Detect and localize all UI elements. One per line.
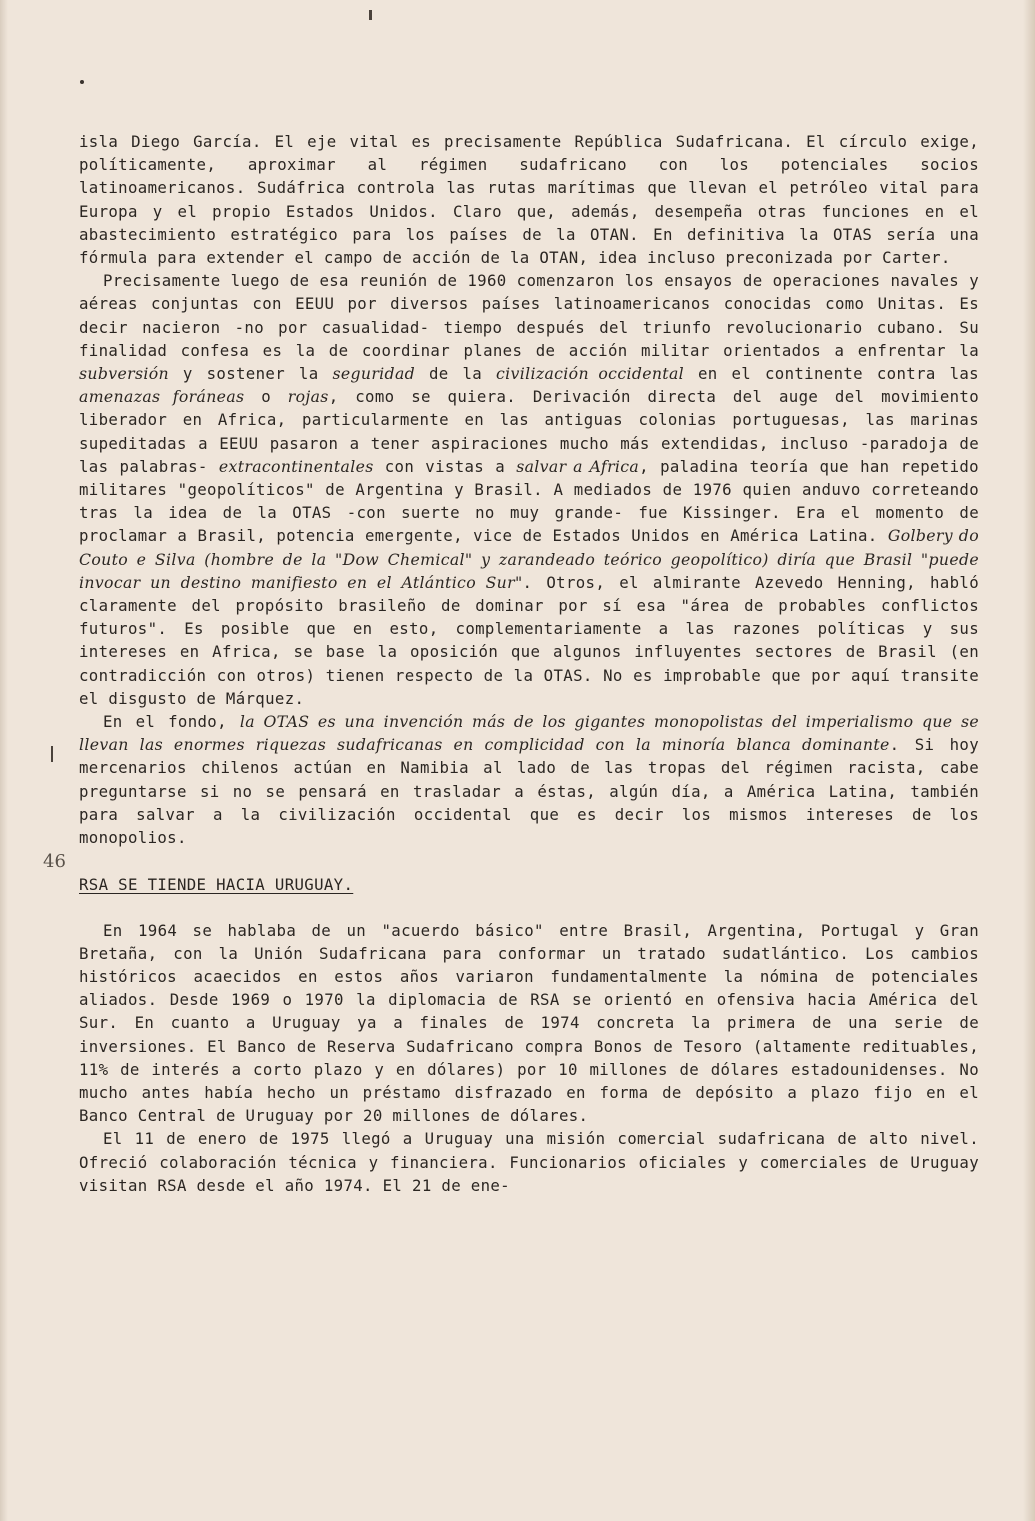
emphasis-subversion: subversión [79, 364, 169, 384]
emphasis-seguridad: seguridad [332, 364, 416, 384]
text-run: en el continente contra las [684, 364, 979, 384]
emphasis-golbery-quote: Golbery do Couto e Silva (hombre de la "Dow Chemical" y zarandeado teórico geopolítico) diría que Brasil "puede invocar un destino manifiesto en el Atlántico Sur" [79, 526, 979, 592]
text-run: En el fondo, [103, 712, 240, 732]
text-run: , paladina teoría que han repetido militares "geopolíticos" de Argentina y Brasil. A mediados de 1976 quien anduvo correteando tras la idea de la OTAS -con suerte no muy grande- fue Kissinger. Era el momento de proclamar a Brasil, potencia emergente, vice de Estados Unidos en América Latina. [79, 456, 979, 546]
paragraph-4: En 1964 se hablaba de un "acuerdo básico" entre Brasil, Argentina, Portugal y Gran Bretaña, con la Unión Sudafricana para conformar un tratado sudatlántico. Los cambios históricos acaecidos en estos años variaron fundamentalmente la nómina de potenciales aliados. Desde 1969 o 1970 la diplomacia de RSA se orientó en ofensiva hacia América del Sur. En cuanto a Uruguay ya a finales de 1974 concreta la primera de una serie de inversiones. El Banco de Reserva Sudafricano compra Bonos de Tesoro (altamente redituables, 11% de interés a corto plazo y en dólares) por 10 millones de dólares estadounidenses. No mucho antes había hecho un préstamo disfrazado en forma de depósito a plazo fijo en el Banco Central de Uruguay por 20 millones de dólares. [79, 920, 979, 1126]
paragraph-1: isla Diego García. El eje vital es precisamente República Sudafricana. El círculo exige, políticamente, aproximar al régimen sudafricano con los potenciales socios latinoamericanos. Sudáfrica controla las rutas marítimas que llevan el petróleo vital para Europa y el propio Estados Unidos. Claro que, además, desempeña otras funciones en el abastecimiento estratégico para los países de la OTAN. En definitiva la OTAS sería una fórmula para extender el campo de acción de la OTAN, idea incluso preconizada por Carter. [79, 132, 979, 268]
page-number: 46 [43, 851, 66, 872]
text-run: o [244, 387, 288, 407]
text-run: . Otros, el almirante Azevedo Henning, habló claramente del propósito brasileño de dominar por sí esa "área de probables conflictos futuros". Es posible que en esto, complementariamente a las razones políticas y sus intereses en Africa, se base la oposición que algunos influyentes sectores de Brasil (en contradicción con otros) tienen respecto de la OTAS. No es improbable que por aquí transite el disgusto de Márquez. [79, 572, 979, 708]
emphasis-otas-invencion: la OTAS es una invención más de los gigantes monopolistas del imperialismo que se llevan las enormes riquezas sudafricanas en complicidad con la minoría blanca dominante [79, 712, 979, 755]
emphasis-civilizacion: civilización occidental [496, 364, 685, 384]
ink-speck [80, 80, 84, 84]
emphasis-amenazas: amenazas foráneas [79, 387, 245, 407]
text-run: . Si hoy mercenarios chilenos actúan en Namibia al lado de las tropas del régimen racista, cabe preguntarse si no se pensará en trasladar a éstas, algún día, a América Latina, también para salvar a la civilización occidental que es decir los mismos intereses de los monopolios. [79, 735, 979, 848]
text-run: y sostener la [168, 364, 333, 384]
ink-mark [369, 10, 372, 20]
section-heading: RSA SE TIENDE HACIA URUGUAY. [79, 875, 354, 895]
emphasis-salvar-africa: salvar a Africa [516, 456, 640, 476]
text-run: , como se quiera. Derivación directa del auge del movimiento liberador en Africa, particularmente en las antiguas colonias portuguesas, las marinas supeditadas a EEUU pasaron a tener aspiraciones mucho más extendidas, incluso -paradoja de las palabras- [79, 387, 980, 476]
text-run: de la [415, 364, 497, 384]
emphasis-rojas: rojas [287, 387, 329, 407]
document-body [79, 130, 979, 1197]
margin-tick [51, 746, 53, 762]
emphasis-extracontinentales: extracontinentales [218, 456, 374, 476]
page-edge-left [0, 0, 8, 1521]
paragraph-3 [79, 710, 979, 849]
page-edge-right [1023, 0, 1035, 1521]
paragraph-2 [79, 269, 979, 710]
paragraph-5: El 11 de enero de 1975 llegó a Uruguay una misión comercial sudafricana de alto nivel. Ofreció colaboración técnica y financiera. Funcionarios oficiales y comerciales de Uruguay visitan RSA desde el año 1974. El 21 de ene- [79, 1129, 979, 1195]
text-run: con vistas a [373, 456, 517, 476]
text-run: Precisamente luego de esa reunión de 1960 comenzaron los ensayos de operaciones navales y aéreas conjuntas con EEUU por diversos países latinoamericanos conocidas como Unitas. Es decir nacieron -no por casualidad- tiempo después del triunfo revolucionario cubano. Su finalidad confesa es la de coordinar planes de acción militar orientados a enfrentar la [79, 271, 979, 360]
